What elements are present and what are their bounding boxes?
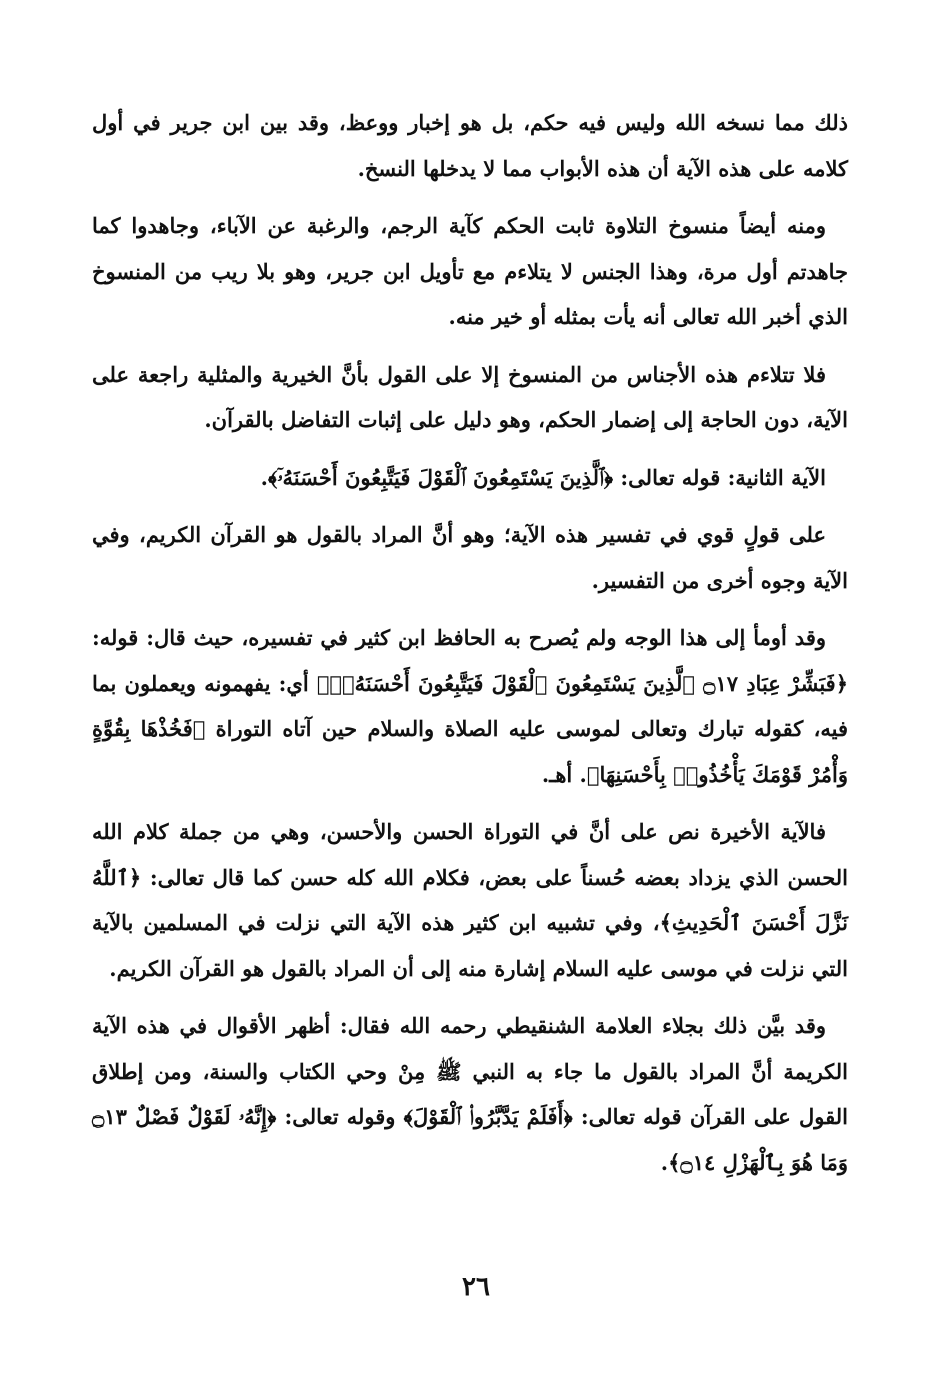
paragraph-8: وقد بيَّن ذلك بجلاء العلامة الشنقيطي رحمه الله فقال: أظهر الأقوال في هذه الآية الكريمة أنَّ المراد بالقول ما جاء به النبي ﷺ مِنْ وحي الكتاب والسنة، ومن إطلاق القول على القرآن قوله تعالى: ﴿أَفَلَمْ يَدَّبَّرُوا۟ ٱلْقَوْلَ﴾ وقوله تعالى: ﴿إِنَّهُۥ لَقَوْلٌ فَصْلٌ ۝١٣ وَمَا هُوَ بِٱلْهَزْلِ ۝١٤﴾. <box>92 1013 848 1175</box>
paragraph-2: ومنه أيضاً منسوخ التلاوة ثابت الحكم كآية الرجم، والرغبة عن الآباء، وجاهدوا كما جاهدتم أول مرة، وهذا الجنس لا يتلاءم مع تأويل ابن جرير، وهو بلا ريب من المنسوخ الذي أخبر الله تعالى أنه يأت بمثله أو خير منه. <box>92 213 848 329</box>
paragraph-1: ذلك مما نسخه الله وليس فيه حكم، بل هو إخبار ووعظ، وقد بين ابن جرير في أول كلامه على هذه الآية أن هذه الأبواب مما لا يدخلها النسخ. <box>92 110 848 181</box>
paragraph-6: وقد أومأ إلى هذا الوجه ولم يُصرح به الحافظ ابن كثير في تفسيره، حيث قال: قوله: ﴿فَبَشِّرْ عِبَادِ ۝١٧ ٱلَّذِينَ يَسْتَمِعُونَ ٱلْقَوْلَ فَيَتَّبِعُونَ أَحْسَنَهُۥٓ﴾ أي: يفهمونه ويعملون بما فيه، كقوله تبارك وتعالى لموسى عليه الصلاة والسلام حين آتاه التوراة ﴿فَخُذْهَا بِقُوَّةٍ وَأْمُرْ قَوْمَكَ يَأْخُذُوا۟ بِأَحْسَنِهَا﴾. أهـ. <box>92 625 848 787</box>
paragraph-7: فالآية الأخيرة نص على أنَّ في التوراة الحسن والأحسن، وهي من جملة كلام الله الحسن الذي يزداد بعضه حُسناً على بعض، فكلام الله كله حسن كما قال تعالى: ﴿ٱللَّهُ نَزَّلَ أَحْسَنَ ٱلْحَدِيثِ﴾، وفي تشبيه ابن كثير هذه الآية التي نزلت في المسلمين بالآية التي نزلت في موسى عليه السلام إشارة منه إلى أن المراد بالقول هو القرآن الكريم. <box>92 819 848 981</box>
paragraph-4-verse-heading: الآية الثانية: قوله تعالى: ﴿ٱلَّذِينَ يَسْتَمِعُونَ ٱلْقَوْلَ فَيَتَّبِعُونَ أَحْسَنَهُۥٓ﴾. <box>260 464 826 490</box>
page-number: ٢٦ <box>462 1272 490 1302</box>
page-body <box>92 100 848 1197</box>
paragraph-5: على قولٍ قوي في تفسير هذه الآية؛ وهو أنَّ المراد بالقول هو القرآن الكريم، وفي الآية وجوه أخرى من التفسير. <box>92 522 848 593</box>
paragraph-3: فلا تتلاءم هذه الأجناس من المنسوخ إلا على القول بأنَّ الخيرية والمثلية راجعة على الآية، دون الحاجة إلى إضمار الحكم، وهو دليل على إثبات التفاضل بالقرآن. <box>92 361 848 432</box>
